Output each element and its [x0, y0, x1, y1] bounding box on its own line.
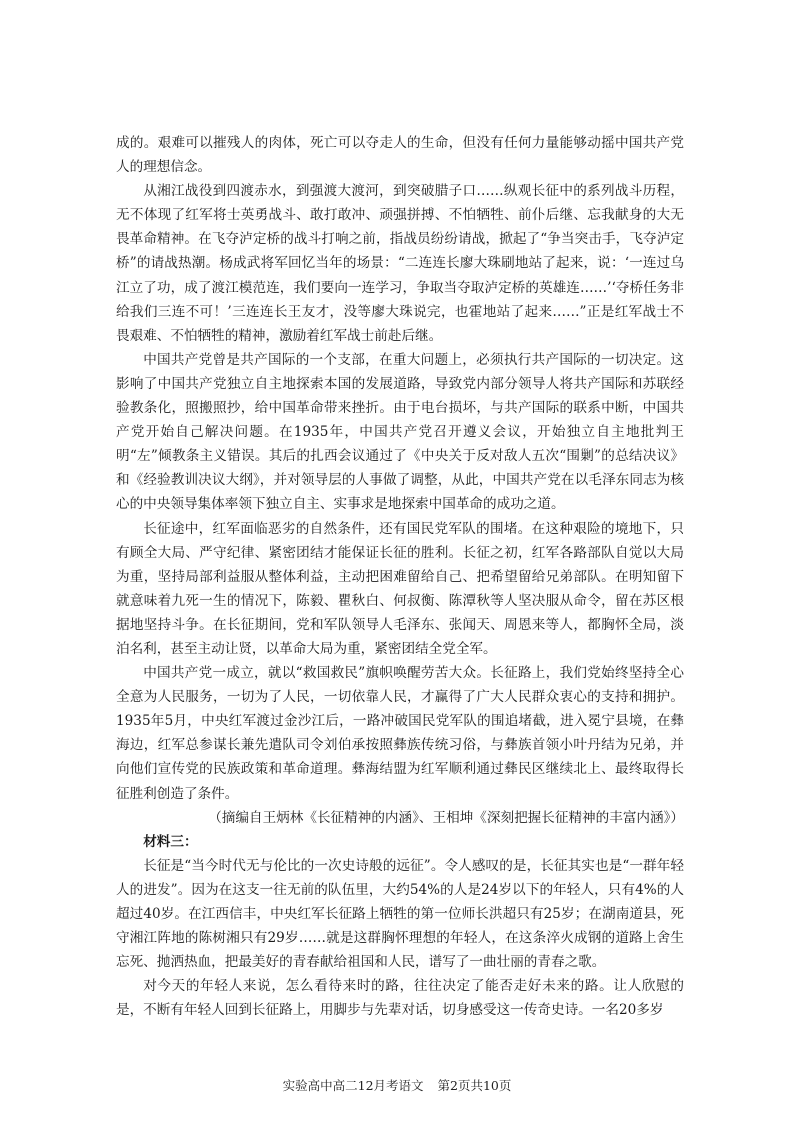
paragraph-battles: 从湘江战役到四渡赤水，到强渡大渡河，到突破腊子口……纵观长征中的系列战斗历程，无不体现了红军将士英勇战斗、敢打敢冲、顽强拼搏、不怕牺牲、前仆后继、忘我献身的大无畏革命精神。在飞夺泸定桥的战斗打响之前，指战员纷纷请战，掀起了“争当突击手，飞夺泸定桥”的请战热潮。杨成武将军回忆当年的场景：“二连连长廖大珠刷地站了起来，说：‘一连过乌江立了功，成了渡江模范连，我们要向一连学习，争取当夺取泸定桥的英雄连……’‘夺桥任务非给我们三连不可！’三连连长王友才，没等廖大珠说完，也霍地站了起来……”正是红军战士不畏艰难、不怕牺牲的精神，激励着红军战士前赴后继。: [116, 183, 684, 344]
footer-page-number: 第2页共10页: [437, 1078, 512, 1093]
page-footer: [0, 1076, 794, 1094]
paragraph-today: 对今天的年轻人来说，怎么看待来时的路，往往决定了能否走好未来的路。让人欣慰的是，不断有年轻人回到长征路上，用脚步与先辈对话，切身感受这一传奇史诗。一名20多岁: [116, 978, 684, 1019]
paragraph-continuation: 成的。艰难可以摧残人的肉体，死亡可以夺走人的生命，但没有任何力量能够动摇中国共产党人的理想信念。: [116, 135, 684, 176]
document-body: [116, 131, 684, 1022]
paragraph-unity: 长征途中，红军面临恶劣的自然条件，还有国民党军队的围堵。在这种艰险的境地下，只有顾全大局、严守纪律、紧密团结才能保证长征的胜利。长征之初，红军各路部队自觉以大局为重，坚持局部利益服从整体利益，主动把困难留给自己、把希望留给兄弟部队。在明知留下就意味着九死一生的情况下，陈毅、瞿秋白、何叔衡、陈潭秋等人坚决服从命令，留在苏区根据地坚持斗争。在长征期间，党和军队领导人毛泽东、张闻天、周恩来等人，都胸怀全局，淡泊名利，甚至主动让贤，以革命大局为重，紧密团结全党全军。: [116, 520, 684, 657]
footer-exam-title: 实验高中高二12月考语文: [282, 1078, 424, 1093]
paragraph-independence: 中国共产党曾是共产国际的一个支部，在重大问题上，必须执行共产国际的一切决定。这影响了中国共产党独立自主地探索本国的发展道路，导致党内部分领导人将共产国际和苏联经验教条化，照搬照抄，给中国革命带来挫折。由于电台损坏，与共产国际的联系中断，中国共产党开始自己解决问题。在1935年，中国共产党召开遵义会议，开始独立自主地批判王明“左”倾教条主义错误。其后的扎西会议通过了《中央关于反对敌人五次“围剿”的总结决议》和《经验教训决议大纲》，并对领导层的人事做了调整，从此，中国共产党在以毛泽东同志为核心的中央领导集体率领下独立自主、实事求是地探索中国革命的成功之道。: [116, 351, 684, 513]
source-citation: （摘编自王炳林《长征精神的内涵》、王相坤《深刻把握长征精神的丰富内涵》）: [208, 809, 684, 826]
paragraph-people: 中国共产党一成立，就以“救国救民”旗帜唤醒劳苦大众。长征路上，我们党始终坚持全心全意为人民服务，一切为了人民，一切依靠人民，才赢得了广大人民群众衷心的支持和拥护。1935年5月，中央红军渡过金沙江后，一路冲破国民党军队的围追堵截，进入冕宁县境，在彝海边，红军总参谋长兼先遣队司令刘伯承按照彝族传统习俗，与彝族首领小叶丹结为兄弟，并向他们宣传党的民族政策和革命道理。彝海结盟为红军顺利通过彝民区继续北上、最终取得长征胜利创造了条件。: [116, 665, 684, 802]
section-heading-material-three: 材料三：: [143, 833, 198, 850]
paragraph-young-people: 长征是“当今时代无与伦比的一次史诗般的远征”。令人感叹的是，长征其实也是“一群年轻人的进发”。因为在这支一往无前的队伍里，大约54%的人是24岁以下的年轻人，只有4%的人超过40岁。在江西信丰，中央红军长征路上牺牲的第一位师长洪超只有25岁；在湖南道县，死守湘江阵地的陈树湘只有29岁……就是这群胸怀理想的年轻人，在这条淬火成钢的道路上舍生忘死、抛洒热血，把最美好的青春献给祖国和人民，谱写了一曲壮丽的青春之歌。: [116, 857, 684, 971]
